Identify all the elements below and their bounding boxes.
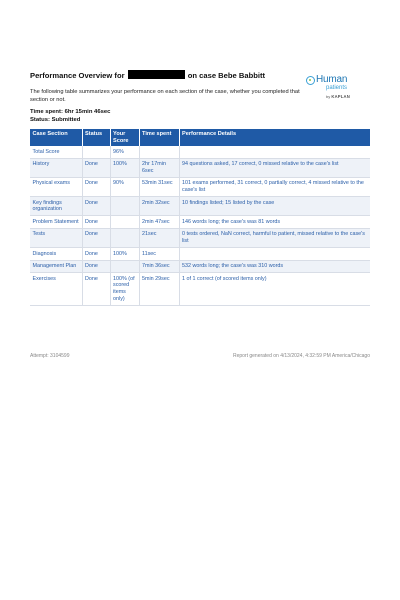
cell-case-section: Total Score [30,146,82,158]
cell-time: 7min 36sec [139,260,179,273]
cell-score [110,216,139,229]
cell-time: 5min 29sec [139,273,179,305]
cell-status: Done [82,177,110,196]
cell-score: 100% [110,158,139,177]
logo-person-icon [306,76,315,85]
cell-case-section: Problem Statement [30,216,82,229]
table-row [30,197,370,216]
logo-patients-text: patients [326,85,348,91]
cell-status: Done [82,197,110,216]
table-row [30,248,370,261]
report-page [30,66,370,306]
cell-status: Done [82,260,110,273]
cell-details: 0 tests ordered, NaN correct, harmful to patient, missed relative to the case's list [179,228,370,247]
status-text: Status: Submitted [30,117,81,123]
cell-details: 101 exams performed, 31 correct, 0 partially correct, 4 missed relative to the case's list [179,177,370,196]
cell-time: 2min 32sec [139,197,179,216]
cell-time [139,146,179,158]
table-row [30,260,370,273]
table-row [30,228,370,247]
cell-score: 100% [110,248,139,261]
cell-status [82,146,110,158]
cell-time: 53min 31sec [139,177,179,196]
cell-case-section: History [30,158,82,177]
attempt-id: Attempt: 3104599 [30,353,70,359]
col-header-details: Performance Details [179,129,370,146]
cell-details: 94 questions asked, 17 correct, 0 missed relative to the case's list [179,158,370,177]
cell-score: 96% [110,146,139,158]
page-title [30,70,265,80]
logo-human-text: Human [316,74,348,85]
cell-details: 532 words long; the case's was 310 words [179,260,370,273]
cell-details [179,248,370,261]
logo-by-text: by KAPLAN [326,94,351,99]
cell-score [110,260,139,273]
cell-case-section: Diagnosis [30,248,82,261]
performance-table [30,129,370,306]
ihuman-logo [306,74,364,104]
time-spent: Time spent: 6hr 15min 46sec [30,109,111,115]
cell-case-section: Exercises [30,273,82,305]
cell-details: 1 of 1 correct (of scored items only) [179,273,370,305]
cell-status: Done [82,248,110,261]
cell-details: 10 findings listed; 15 listed by the case [179,197,370,216]
cell-details [179,146,370,158]
cell-score [110,228,139,247]
cell-status: Done [82,158,110,177]
cell-case-section: Management Plan [30,260,82,273]
col-header-score: Your Score [110,129,139,146]
title-prefix: Performance Overview for [30,71,125,80]
cell-time: 2hr 17min 6sec [139,158,179,177]
redacted-name [128,70,185,79]
table-row [30,146,370,158]
col-header-status: Status [82,129,110,146]
table-row [30,273,370,305]
logo-brand: KAPLAN [331,94,351,99]
table-header-row [30,129,370,146]
cell-status: Done [82,273,110,305]
cell-score: 100% (of scored items only) [110,273,139,305]
cell-time: 11sec [139,248,179,261]
table-row [30,216,370,229]
cell-case-section: Key findings organization [30,197,82,216]
cell-case-section: Physical exams [30,177,82,196]
cell-time: 21sec [139,228,179,247]
cell-case-section: Tests [30,228,82,247]
cell-score: 90% [110,177,139,196]
cell-score [110,197,139,216]
cell-status: Done [82,228,110,247]
title-suffix: on case Bebe Babbitt [187,71,266,80]
cell-status: Done [82,216,110,229]
table-row [30,158,370,177]
col-header-time: Time spent [139,129,179,146]
col-header-case-section: Case Section [30,129,82,146]
report-generated: Report generated on 4/13/2024, 4:32:59 PM America/Chicago [232,353,370,359]
cell-time: 2min 47sec [139,216,179,229]
cell-details: 146 words long; the case's was 81 words [179,216,370,229]
table-row [30,177,370,196]
description-text: The following table summarizes your performance on each section of the case, whether you completed that section or not. [30,89,300,103]
